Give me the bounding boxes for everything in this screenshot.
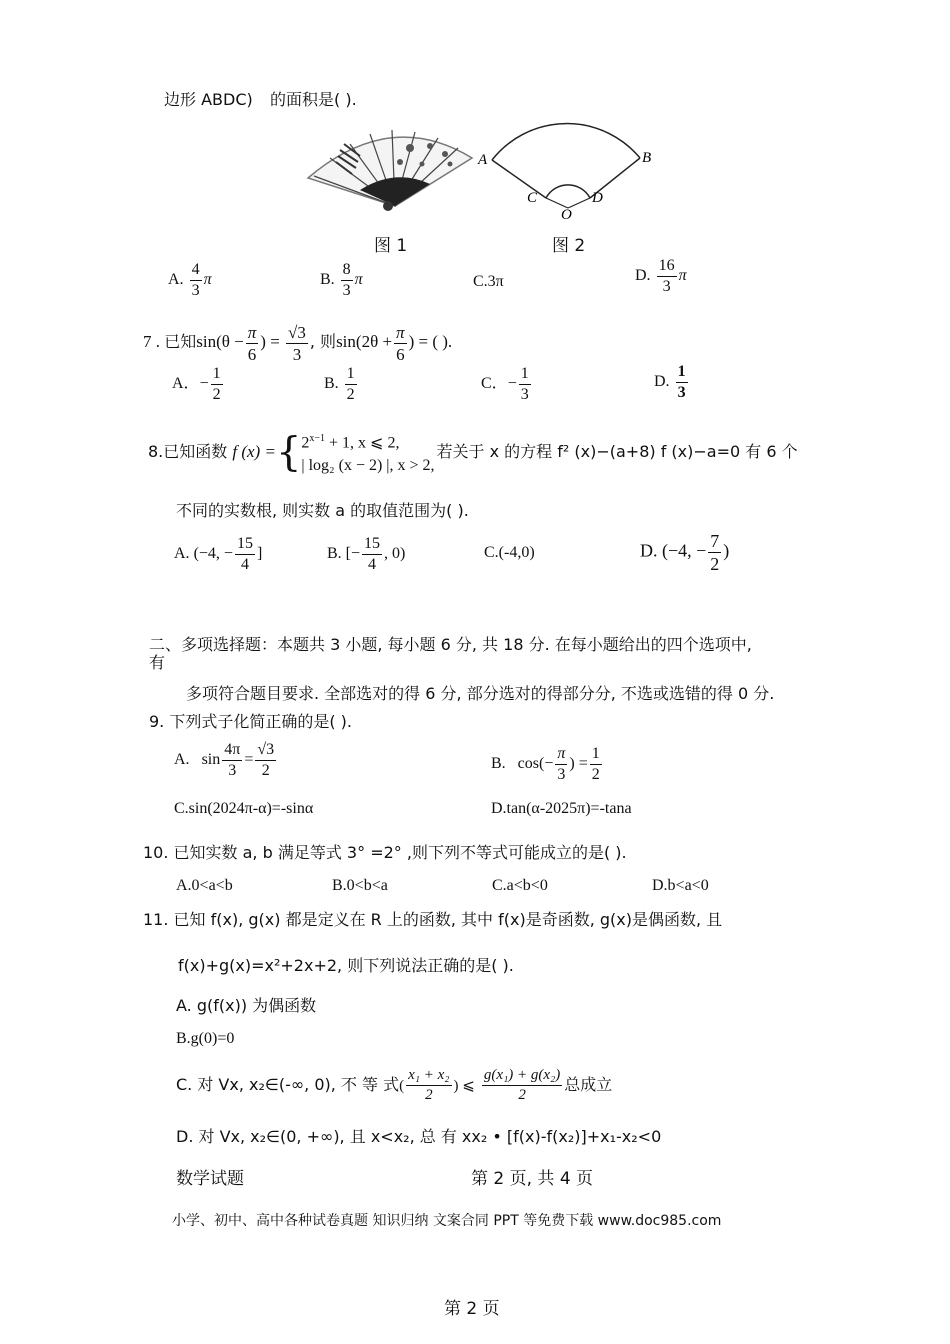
q11-option-c: C. 对 Vx, x₂∈(-∞, 0), 不 等 式( $\frac{\text{x₁ + x₂}}{2}$ ) ⩽ $\frac{\text{g(x₁) + g(x₂)}}{2}$ 总成立 [176, 1067, 613, 1103]
q6-text-tail-a: 边形 ABDC) [164, 90, 253, 109]
q7-option-c: C．− $\frac{1}{3}$ [481, 365, 529, 403]
footer-page-info: 第 2 页, 共 4 页 [471, 1169, 594, 1189]
fig2-caption: 图 2 [552, 236, 586, 256]
label-o: O [561, 207, 572, 223]
q11-stem: 11. 已知 f(x), g(x) 都是定义在 R 上的函数, 其中 f(x)是奇函数, g(x)是偶函数, 且 [143, 910, 723, 929]
label-d: D [592, 190, 603, 206]
fan-figure-1 [300, 118, 480, 218]
q8-option-a: A. (−4, − $\frac{15}{4}$ ] [174, 535, 263, 573]
q10-option-c: C.a<b<0 [492, 877, 548, 894]
q9-option-a: A. sin $\frac{4\pi}{3}$ = $\frac{√3}{2}$ [174, 741, 275, 779]
q6-option-a: A. $\frac{4}{3}$ π [168, 261, 212, 299]
q7-stem: 7 . 已知sin(θ − $\frac{\pi}{6}$ ) = $\frac{√3}{3}$ , 则sin(2θ + $\frac{\pi}{6}$ ) = ( ). [143, 322, 453, 364]
q8-case-1: $2^{x-1} + 1$, x ⩽ 2, [301, 433, 400, 452]
q8-line-2: 不同的实数根, 则实数 a 的取值范围为( ). [176, 501, 469, 520]
q11-line-2: f(x)+g(x)=x²+2x+2, 则下列说法正确的是( ). [178, 956, 514, 975]
sector-figure-2 [474, 112, 664, 224]
q7-option-d: D. $\frac{1}{3}$ [654, 363, 686, 401]
q11-option-b: B.g(0)=0 [176, 1030, 235, 1047]
q8-option-d: D. (−4, − $\frac{7}{2}$ ) [640, 531, 730, 574]
q9-stem: 9. 下列式子化简正确的是( ). [149, 712, 353, 731]
q11-option-a: A. g(f(x)) 为偶函数 [176, 996, 317, 1015]
q7-option-b: B. $\frac{1}{2}$ [324, 365, 355, 403]
q11-option-d: D. 对 Vx, x₂∈(0, +∞), 且 x<x₂, 总 有 xx₂ • [f(x)-f(x₂)]+x₁-x₂<0 [176, 1127, 662, 1146]
q9-option-b: B. cos(− $\frac{\pi}{3}$ ) = $\frac{1}{2}$ [491, 745, 600, 783]
q6-option-c: C.3π [473, 273, 504, 290]
q7-option-a: A．− $\frac{1}{2}$ [172, 365, 221, 403]
q8-option-b: B. [− $\frac{15}{4}$ , 0) [327, 535, 406, 573]
fig1-caption: 图 1 [374, 236, 408, 256]
q8-case-2: | log₂ (x − 2) |, x > 2, [301, 456, 435, 474]
q8-stem: 8.已知函数 f (x) ={ $2^{x-1} + 1$, x ⩽ 2, | log₂ (x − 2) |, x > 2, 若关于 x 的方程 f² (x)−(a+8) f (x)−a=0 有 6 个 [148, 429, 798, 476]
q6-text-tail-b: 的面积是( ). [270, 90, 357, 109]
section2-line-1b: 有 [149, 653, 166, 672]
q6-option-b: B. $\frac{8}{3}$ π [320, 261, 363, 299]
page-number: 第 2 页 [444, 1299, 500, 1319]
q10-option-a: A.0<a<b [176, 877, 233, 894]
label-c: C [527, 190, 538, 206]
q9-option-c: C.sin(2024π-α)=-sinα [174, 800, 314, 817]
footer-ad-line: 小学、初中、高中各种试卷真题 知识归纳 文案合同 PPT 等免费下载 www.doc985.com [172, 1213, 722, 1229]
section2-line-2: 多项符合题目要求. 全部选对的得 6 分, 部分选对的得部分分, 不选或选错的得 0 分. [186, 684, 775, 703]
q10-stem: 10. 已知实数 a, b 满足等式 3° =2° ,则下列不等式可能成立的是( ). [143, 843, 627, 862]
label-a: A [478, 152, 488, 168]
q8-option-c: C.(-4,0) [484, 544, 535, 561]
q9-option-d: D.tan(α-2025π)=-tana [491, 800, 632, 817]
section2-line-1: 二、多项选择题：本题共 3 小题, 每小题 6 分, 共 18 分. 在每小题给出的四个选项中, [149, 635, 752, 654]
label-b: B [642, 150, 652, 166]
q10-option-b: B.0<b<a [332, 877, 388, 894]
footer-subject: 数学试题 [176, 1169, 244, 1189]
q6-option-d: D. $\frac{16}{3}$ π [635, 257, 687, 295]
q10-option-d: D.b<a<0 [652, 877, 709, 894]
